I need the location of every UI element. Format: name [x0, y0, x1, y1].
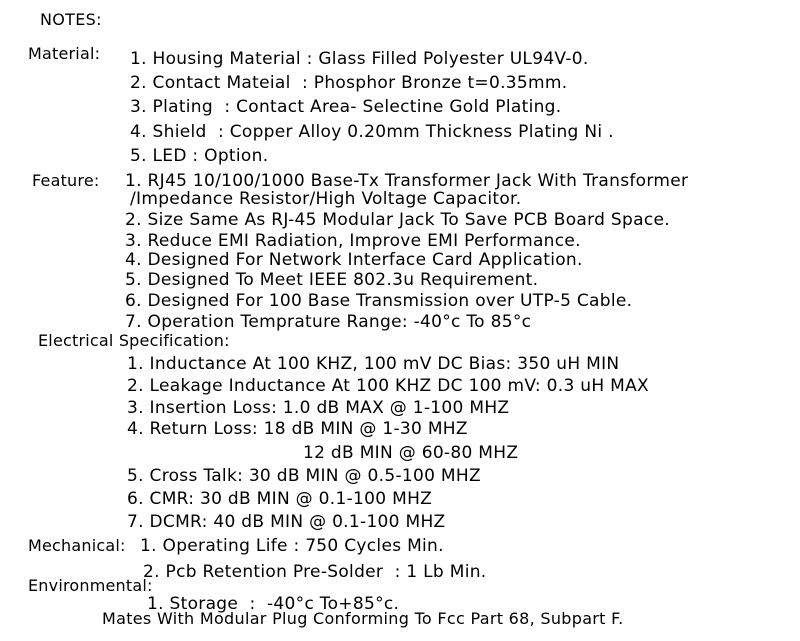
material-item-2: 2. Contact Mateial : Phosphor Bronze t=0.35mm. [130, 73, 568, 93]
material-item-1: 1. Housing Material : Glass Filled Polyester UL94V-0. [130, 49, 589, 69]
feature-item-1: 1. RJ45 10/100/1000 Base-Tx Transformer Jack With Transformer [125, 171, 689, 191]
electrical-label: Electrical Specification: [38, 331, 230, 350]
electrical-item-7: 7. DCMR: 40 dB MIN @ 0.1-100 MHZ [127, 512, 446, 532]
material-label: Material: [28, 44, 101, 63]
feature-item-3: 3. Reduce EMI Radiation, Improve EMI Performance. [125, 231, 581, 251]
electrical-item-3: 3. Insertion Loss: 1.0 dB MAX @ 1-100 MHZ [127, 398, 510, 418]
electrical-item-2: 2. Leakage Inductance At 100 KHZ DC 100 mV: 0.3 uH MAX [127, 376, 649, 396]
material-item-4: 4. Shield : Copper Alloy 0.20mm Thickness Plating Ni . [130, 122, 614, 142]
feature-item-7: 7. Operation Temprature Range: -40°c To 85°c [125, 312, 532, 332]
mechanical-item-1: 1. Operating Life : 750 Cycles Min. [140, 536, 444, 556]
environmental-item-1: 1. Storage : -40°c To+85°c. [147, 594, 400, 614]
mechanical-item-2: 2. Pcb Retention Pre-Solder : 1 Lb Min. [143, 562, 487, 582]
mechanical-label: Mechanical: [28, 536, 126, 555]
feature-item-1-cont: /Impedance Resistor/High Voltage Capacitor. [130, 189, 522, 209]
electrical-item-4: 4. Return Loss: 18 dB MIN @ 1-30 MHZ [127, 419, 468, 439]
footer-note: Mates With Modular Plug Conforming To Fcc Part 68, Subpart F. [102, 609, 624, 628]
electrical-item-1: 1. Inductance At 100 KHZ, 100 mV DC Bias: 350 uH MIN [127, 354, 620, 374]
electrical-item-5: 5. Cross Talk: 30 dB MIN @ 0.5-100 MHZ [127, 466, 481, 486]
feature-item-6: 6. Designed For 100 Base Transmission over UTP-5 Cable. [125, 291, 633, 311]
feature-item-4: 4. Designed For Network Interface Card Application. [125, 250, 583, 270]
material-item-5: 5. LED : Option. [130, 146, 269, 166]
electrical-item-6: 6. CMR: 30 dB MIN @ 0.1-100 MHZ [127, 489, 433, 509]
electrical-item-4-cont: 12 dB MIN @ 60-80 MHZ [303, 443, 519, 463]
feature-item-2: 2. Size Same As RJ-45 Modular Jack To Save PCB Board Space. [125, 210, 670, 230]
feature-item-5: 5. Designed To Meet IEEE 802.3u Requirement. [125, 270, 539, 290]
material-item-3: 3. Plating : Contact Area- Selectine Gold Plating. [130, 97, 562, 117]
notes-title: NOTES: [40, 10, 102, 29]
feature-label: Feature: [32, 171, 100, 190]
environmental-label: Environmental: [28, 576, 153, 595]
